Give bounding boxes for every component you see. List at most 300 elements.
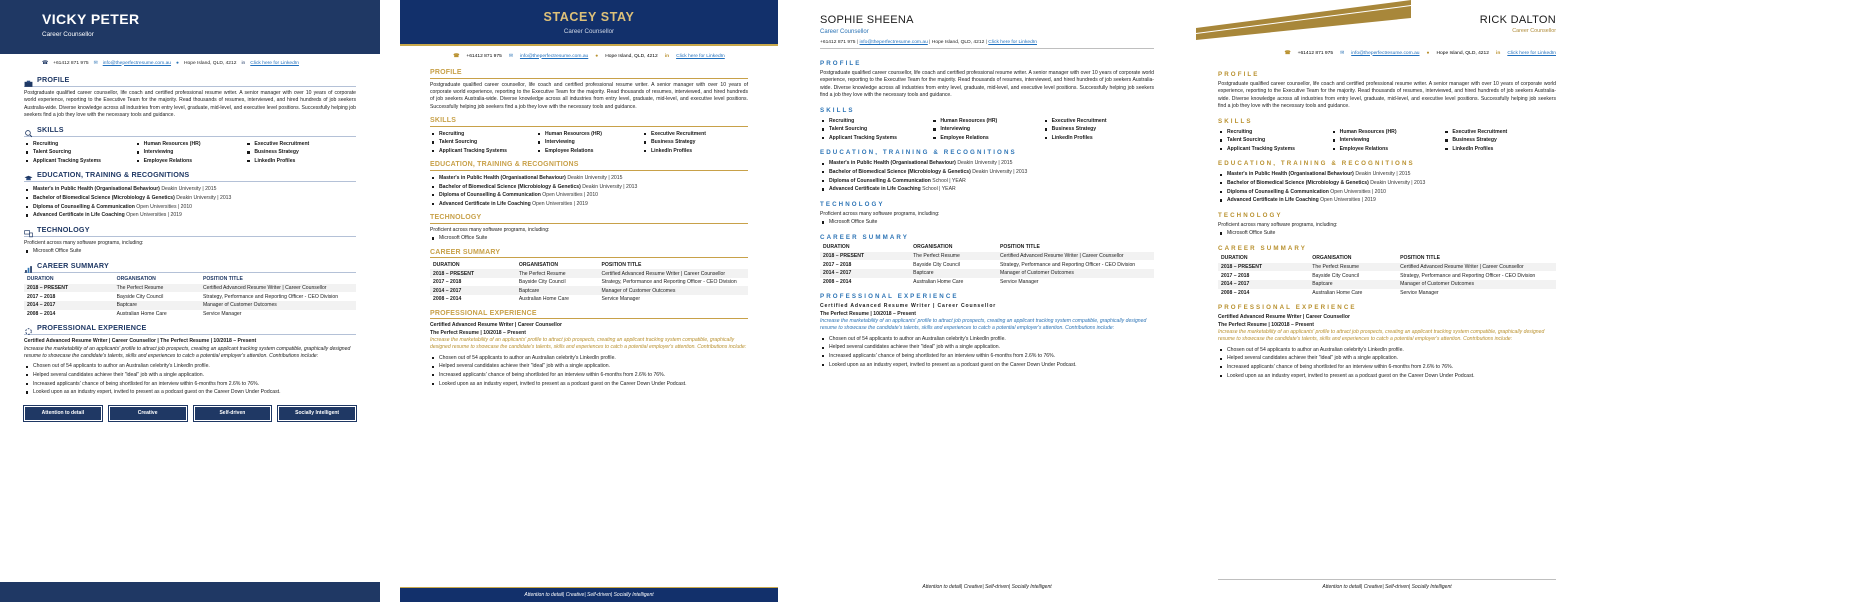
cell-organisation: The Perfect Resume (114, 284, 200, 293)
resume1-section-career-summary (24, 261, 356, 318)
table-row (430, 278, 748, 287)
resume2-job-company: The Perfect Resume | 10/2018 – Present (430, 329, 526, 336)
resume2-career-summary-heading: CAREER SUMMARY (430, 248, 501, 256)
col-organisation: ORGANISATION (116, 276, 156, 283)
divider (430, 223, 748, 224)
table-row (24, 301, 356, 310)
trait-chip: Self-driven (194, 406, 272, 421)
resume4-name: RICK DALTON (1479, 14, 1556, 26)
resume1-job-title: Certified Advanced Resume Writer | Career Counsellor | The Perfect Resume | 10/2018 – Present (24, 338, 257, 345)
resume2-technology-list (430, 234, 748, 243)
list-item: Increased applicants' chance of being shortlisted for an interview within 6-months from 2.6% to 76%. (1218, 363, 1556, 372)
list-item: Business Strategy (642, 138, 748, 147)
cell-organisation: Bayside City Council (1312, 272, 1359, 279)
cell-duration: 2017 – 2018 (1221, 272, 1250, 279)
list-item: LinkedIn Profiles (245, 157, 356, 166)
edu-degree: Bachelor of Biomedical Science (Microbiology & Genetics) (829, 169, 971, 175)
edu-school: Open Universities | 2010 (1330, 188, 1386, 195)
email-icon: ✉ (508, 54, 513, 59)
resume1-role: Career Counsellor (42, 31, 94, 38)
list-item: Recruiting (430, 130, 536, 139)
resume3-name: SOPHIE SHEENA (820, 14, 914, 26)
list-item: Executive Recruitment (1443, 128, 1556, 137)
cell-organisation: The Perfect Resume (1309, 263, 1397, 272)
magnifier-icon (24, 125, 33, 134)
resume4-technology-heading: TECHNOLOGY (1218, 211, 1283, 219)
table-row (430, 295, 748, 304)
resume3-technology-list (820, 218, 1154, 227)
list-item: Looked upon as an industry expert, invited to present as a podcast guest on the Career Down Under Podcast. (24, 388, 356, 397)
cell-position: Strategy, Performance and Reporting Officer - CEO Division (1000, 261, 1136, 268)
list-item: Recruiting (1218, 128, 1331, 137)
divider (430, 318, 748, 319)
resume3-profile-heading: PROFILE (820, 60, 862, 67)
edu-degree: Master's in Public Health (Organisational Behaviour) (439, 174, 566, 181)
edu-degree: Diploma of Counselling & Communication (1227, 188, 1329, 195)
resume4-section-skills (1218, 118, 1556, 154)
list-item: Microsoft Office Suite (24, 247, 356, 256)
resume2-footer-text: Attention to detail| Creative| Self-driven| Socially Intelligent (400, 587, 778, 602)
resume4-job-bullets (1218, 346, 1556, 380)
resume3-career-summary-heading: CAREER SUMMARY (820, 233, 909, 241)
cell-position: Strategy, Performance and Reporting Officer - CEO Division (601, 279, 737, 286)
list-item: Applicant Tracking Systems (820, 134, 931, 143)
list-item: Microsoft Office Suite (820, 218, 1154, 227)
list-item: Employee Relations (1331, 145, 1444, 154)
gallery-gap (778, 0, 798, 602)
resume3-career-summary-table (820, 243, 1154, 286)
resume1-footer-bar (0, 582, 380, 602)
resume3-technology-intro: Proficient across many software programs, including: (820, 210, 940, 217)
resume4-job-title: Certified Advanced Resume Writer | Career Counsellor (1218, 314, 1350, 321)
resume3-job-bullets (820, 335, 1154, 369)
cell-organisation: The Perfect Resume (516, 269, 599, 278)
list-item: Employee Relations (931, 134, 1042, 143)
resume1-profile-heading: PROFILE (37, 75, 70, 84)
list-item: Recruiting (24, 140, 135, 149)
resume-card-vicky-peter[interactable] (0, 0, 380, 602)
resume1-technology-intro: Proficient across many software programs, including: (24, 239, 144, 246)
list-item: LinkedIn Profiles (1443, 145, 1556, 154)
list-item: Executive Recruitment (245, 140, 356, 149)
resume4-technology-intro: Proficient across many software programs, including: (1218, 221, 1338, 228)
resume4-profile-heading: PROFILE (1218, 71, 1260, 78)
list-item: Chosen out of 54 applicants to author an Australian celebrity's LinkedIn profile. (820, 335, 1154, 344)
email-icon: ✉ (93, 61, 98, 66)
list-item: Helped several candidates achieve their "ideal" job with a single application. (820, 343, 1154, 352)
cell-duration: 2018 – PRESENT (24, 284, 114, 293)
resume2-section-education (430, 161, 748, 208)
graduation-cap-icon (24, 170, 33, 179)
resume3-job-company: The Perfect Resume | 10/2018 – Present (820, 310, 916, 317)
cell-position: Service Manager (202, 310, 242, 317)
col-position: POSITION TITLE (202, 276, 243, 283)
resume4-skills-list (1218, 128, 1556, 154)
resume2-footer (400, 587, 778, 602)
resume2-technology-intro: Proficient across many software programs, including: (430, 226, 550, 233)
resume2-experience-heading: PROFESSIONAL EXPERIENCE (430, 309, 537, 317)
resume4-career-summary-table (1218, 254, 1556, 297)
resume1-skills-heading: SKILLS (37, 124, 64, 134)
resume1-traits-row (0, 406, 380, 421)
resume4-education-heading: EDUCATION, TRAINING & RECOGNITIONS (1218, 160, 1415, 168)
cell-organisation: The Perfect Resume (910, 252, 997, 261)
gold-stripes-decoration (1196, 0, 1411, 40)
col-duration: DURATION (823, 244, 850, 251)
list-item: Applicant Tracking Systems (1218, 145, 1331, 154)
divider (24, 136, 356, 137)
list-item: Microsoft Office Suite (430, 234, 748, 243)
list-item: Helped several candidates achieve their "ideal" job with a single application. (430, 362, 748, 371)
resume2-technology-heading: TECHNOLOGY (430, 214, 482, 222)
list-item (430, 200, 748, 209)
cell-position: Service Manager (1000, 278, 1039, 285)
contact-separator: | (985, 40, 987, 45)
resume4-header (1196, 0, 1578, 50)
resume3-section-experience (820, 293, 1154, 369)
col-duration: DURATION (27, 276, 54, 283)
resume3-header (798, 0, 1176, 35)
resume4-role: Career Counsellor (1512, 28, 1556, 34)
edu-school: School | YEAR (932, 177, 966, 184)
resume2-name: STACEY STAY (543, 9, 635, 24)
list-item: Human Resources (HR) (135, 140, 246, 149)
cell-position: Manager of Customer Outcomes (599, 286, 748, 295)
col-duration: DURATION (433, 261, 460, 268)
resume3-profile-text: Postgraduate qualified career counsellor, life coach and certified professional resume writer. A senior manager with over 10 years of corporate world experience, reporting to the Executive Team for the majority. Read thousands of resumes, interviewed, and hired hundreds of job seekers Australia-wide. Diverse knowledge across all industries from entry level, graduate, mid-level, and executive level positions. Successfully helping job seekers find a job they love with the necessary tools and guidance. (820, 70, 1154, 99)
phone-icon: ☎ (42, 61, 49, 66)
list-item: Talent Sourcing (430, 138, 536, 147)
gallery-gap (1176, 0, 1196, 602)
cell-position: Certified Advanced Resume Writer | Career Counsellor (997, 252, 1154, 261)
map-pin-icon: ● (1426, 50, 1430, 56)
cell-duration: 2018 – PRESENT (430, 269, 516, 278)
cell-position: Service Manager (601, 296, 641, 303)
devices-icon (24, 225, 33, 234)
table-row (1218, 271, 1556, 280)
list-item: Executive Recruitment (642, 130, 748, 139)
resume-card-rick-dalton[interactable] (1196, 0, 1578, 602)
edu-degree: Master's in Public Health (Organisational Behaviour) (829, 160, 956, 167)
cell-duration: 2008 – 2014 (27, 310, 56, 317)
list-item: Helped several candidates achieve their "ideal" job with a single application. (24, 371, 356, 380)
divider (24, 86, 356, 87)
cell-organisation: Australian Home Care (913, 278, 964, 285)
resume-card-stacey-stay[interactable] (400, 0, 778, 602)
resume1-section-profile (24, 75, 356, 120)
cell-organisation: Baptcare (114, 301, 200, 310)
list-item: Recruiting (820, 117, 931, 126)
list-item: Interviewing (135, 148, 246, 157)
resume2-education-list (430, 174, 748, 208)
resume2-career-summary-table (430, 260, 748, 303)
resume1-education-list (24, 185, 356, 219)
resume3-section-career-summary (820, 234, 1154, 286)
col-position: POSITION TITLE (1400, 255, 1441, 262)
resume4-phone: +61412 871 975 (1297, 50, 1334, 56)
table-row (820, 260, 1154, 269)
cell-duration: 2018 – PRESENT (820, 252, 910, 261)
resume3-location: Hope Island, QLD, 4212 (931, 40, 985, 45)
cell-organisation: Bayside City Council (116, 293, 164, 300)
resume3-role: Career Counsellor (820, 29, 869, 35)
phone-icon: ☎ (453, 54, 460, 59)
resume4-name-block (1480, 14, 1556, 34)
divider (430, 126, 748, 127)
resume2-section-career-summary (430, 249, 748, 304)
cell-position: Certified Advanced Resume Writer | Career Counsellor (599, 269, 748, 278)
cell-organisation: Australian Home Care (1312, 289, 1363, 296)
resume2-role: Career Counsellor (563, 27, 615, 35)
resume1-section-technology (24, 225, 356, 256)
list-item (1218, 196, 1556, 205)
resume3-contact-bar (798, 35, 1176, 48)
list-item: Applicant Tracking Systems (24, 157, 135, 166)
resume3-phone: +61412 871 975 (820, 40, 856, 45)
list-item (430, 191, 748, 200)
divider (430, 170, 748, 171)
list-item (24, 185, 356, 194)
cell-duration: 2008 – 2014 (433, 296, 462, 303)
edu-school: School | YEAR (922, 186, 956, 193)
list-item: Looked upon as an industry expert, invited to present as a podcast guest on the Career Down Under Podcast. (430, 380, 748, 389)
map-pin-icon: ● (595, 53, 599, 59)
resume3-section-technology (820, 201, 1154, 227)
table-row (24, 292, 356, 301)
list-item (820, 159, 1154, 168)
edu-degree: Advanced Certificate in Life Coaching (829, 186, 921, 193)
list-item: Business Strategy (1443, 136, 1556, 145)
resume2-job-bullets (430, 354, 748, 388)
resume3-email[interactable]: info@theperfectresume.com.au (859, 40, 928, 45)
edu-school: Deakin University | 2015 (567, 174, 623, 181)
list-item (24, 211, 356, 220)
resume1-job-summary: Increase the marketability of an applicants' profile to attract job prospects, creating an applicant tracking system compatible, graphically designed resume to showcase the candidate's talents, skills and experiences to catch a potential employer's attention. Contributions include: (24, 345, 351, 359)
resume3-education-list (820, 159, 1154, 193)
resume4-linkedin[interactable]: Click here for LinkedIn (1507, 50, 1556, 56)
table-row (820, 252, 1154, 261)
list-item: Microsoft Office Suite (1218, 229, 1556, 238)
resume4-section-technology (1218, 212, 1556, 238)
resume4-profile-text: Postgraduate qualified career counsellor, life coach and certified professional resume writer. A senior manager with over 10 years of corporate world experience, reporting to the Executive Team for the majority. Read thousands of resumes, interviewed, and hired hundreds of job seekers Australia-wide. Diverse knowledge across all industries from entry level, graduate, mid-level, and executive level positions. Successfully helping job seekers find a job they love with the necessary tools and guidance. (1218, 81, 1556, 110)
resume3-technology-heading: TECHNOLOGY (820, 200, 885, 208)
divider (1218, 579, 1556, 580)
briefcase-icon (24, 75, 33, 84)
cell-duration: 2018 – PRESENT (1218, 263, 1309, 272)
divider (430, 78, 748, 79)
cell-organisation: Bayside City Council (913, 261, 960, 268)
list-item: Interviewing (1331, 136, 1444, 145)
resume1-career-summary-heading: CAREER SUMMARY (37, 260, 110, 270)
cell-duration: 2008 – 2014 (1221, 289, 1250, 296)
list-item (24, 194, 356, 203)
resume1-header (0, 0, 380, 54)
resume2-section-technology (430, 214, 748, 243)
edu-degree: Bachelor of Biomedical Science (Microbiology & Genetics) (1227, 180, 1369, 186)
resume1-name: VICKY PETER (42, 11, 140, 27)
table-header-row (24, 275, 356, 284)
edu-degree: Advanced Certificate in Life Coaching (439, 200, 531, 207)
divider (24, 236, 356, 237)
list-item (24, 203, 356, 212)
edu-degree: Advanced Certificate in Life Coaching (1227, 197, 1319, 204)
gallery-gap (380, 0, 400, 602)
edu-school: Deakin University | 2015 (161, 186, 217, 193)
resume2-linkedin[interactable]: Click here for LinkedIn (676, 53, 725, 59)
resume1-section-education (24, 170, 356, 219)
trait-chip: Creative (109, 406, 187, 421)
resume4-job-company: The Perfect Resume | 10/2018 – Present (1218, 321, 1314, 328)
list-item (430, 183, 748, 192)
resume2-job-summary: Increase the marketability of an applicants' profile to attract job prospects, creating an applicant tracking system compatible, graphically designed resume to showcase the candidate's talents, skills and experiences to catch a potential employer's attention. Contributions include: (430, 336, 747, 351)
resume2-skills-heading: SKILLS (430, 117, 457, 125)
list-item: Interviewing (931, 125, 1042, 134)
resume1-job-bullets (24, 362, 356, 396)
table-row (24, 284, 356, 293)
list-item: LinkedIn Profiles (642, 147, 748, 156)
resume3-footer-text: Attention to detail| Creative| Self-driven| Socially Intelligent (922, 584, 1052, 590)
divider (24, 181, 356, 182)
resume4-section-experience (1218, 304, 1556, 380)
resume3-job-title: Certified Advanced Resume Writer | Career Counsellor (820, 303, 997, 310)
resume4-section-profile (1218, 71, 1556, 111)
spinner-icon (24, 323, 33, 332)
resume3-section-skills (820, 107, 1154, 143)
resume4-footer (1218, 579, 1556, 590)
list-item (1218, 179, 1556, 188)
resume1-email[interactable]: info@theperfectresume.com.au (102, 60, 172, 66)
list-item: Business Strategy (1043, 125, 1154, 134)
edu-school: Deakin University | 2013 (972, 169, 1028, 175)
resume4-experience-heading: PROFESSIONAL EXPERIENCE (1218, 304, 1357, 312)
table-row (1218, 280, 1556, 289)
resume3-linkedin[interactable]: Click here for LinkedIn (988, 40, 1037, 45)
list-item: Employee Relations (135, 157, 246, 166)
cell-position: Certified Advanced Resume Writer | Career Counsellor (1397, 263, 1556, 272)
resume3-footer (820, 584, 1154, 590)
edu-degree: Diploma of Counselling & Communication (439, 192, 541, 199)
bar-chart-icon (24, 261, 33, 270)
list-item: Human Resources (HR) (1331, 128, 1444, 137)
cell-duration: 2017 – 2018 (27, 293, 56, 300)
list-item (820, 168, 1154, 177)
cell-duration: 2017 – 2018 (433, 279, 462, 286)
resume1-section-experience (24, 323, 356, 397)
cell-position: Manager of Customer Outcomes (200, 301, 356, 310)
resume3-education-heading: EDUCATION, TRAINING & RECOGNITIONS (820, 149, 1017, 157)
trait-chip: Socially Intelligent (278, 406, 356, 421)
cell-position: Strategy, Performance and Reporting Officer - CEO Division (202, 293, 339, 300)
edu-school: Deakin University | 2015 (957, 160, 1013, 167)
resume4-technology-list (1218, 229, 1556, 238)
resume1-section-skills (24, 125, 356, 166)
col-organisation: ORGANISATION (913, 244, 953, 251)
list-item: Increased applicants' chance of being shortlisted for an interview within 6-months from 2.6% to 76%. (430, 371, 748, 380)
list-item: Interviewing (536, 138, 642, 147)
edu-school: Open Universities | 2019 (1320, 197, 1376, 204)
edu-school: Deakin University | 2013 (1370, 180, 1426, 186)
list-item: Helped several candidates achieve their "ideal" job with a single application. (1218, 354, 1556, 363)
resume2-header (400, 0, 778, 46)
edu-degree: Master's in Public Health (Organisational Behaviour) (1227, 171, 1354, 178)
col-position: POSITION TITLE (1000, 244, 1040, 251)
resume3-section-profile (820, 60, 1154, 100)
phone-icon: ☎ (1284, 51, 1291, 56)
resume2-section-experience (430, 310, 748, 389)
edu-school: Deakin University | 2013 (582, 183, 638, 190)
resume2-profile-text: Postgraduate qualified career counsellor, life coach and certified professional resume writer. A senior manager with over 10 years of corporate world experience, reporting to the Executive Team for the majority. Read thousands of resumes, interviewed, and hired hundreds of job seekers Australia-wide. Diverse knowledge across all industries from entry level, graduate, mid-level, and executive level positions. Successfully helping job seekers find a job they love with the necessary tools and guidance. (430, 81, 748, 110)
resume3-skills-heading: SKILLS (820, 106, 855, 114)
col-position: POSITION TITLE (601, 261, 642, 268)
contact-separator: | (929, 40, 931, 45)
resume-card-sophie-sheena[interactable] (798, 0, 1176, 602)
list-item (1218, 188, 1556, 197)
table-row (820, 278, 1154, 287)
list-item: Looked upon as an industry expert, invited to present as a podcast guest on the Career Down Under Podcast. (820, 361, 1154, 370)
resume4-footer-text: Attention to detail| Creative| Self-driven| Socially Intelligent (1322, 584, 1452, 590)
list-item: Business Strategy (245, 148, 356, 157)
resume1-profile-text: Postgraduate qualified career counsellor, life coach and certified professional resume writer. A senior manager with over 10 years of corporate world experience, reporting to the Executive Team for the majority. Read thousands of resumes, interviewed, and hired hundreds of job seekers Australia-wide. Diverse knowledge across all industries from entry level, graduate, mid-level, and executive level positions. Successfully helping job seekers find a job they love with the necessary tools and guidance. (24, 90, 356, 119)
resume3-job-summary: Increase the marketability of an applicants' profile to attract job prospects, creating an applicant tracking system compatible, graphically designed resume to showcase the candidate's talents, skills and experiences to catch a potential employer's attention. Contributions include: (820, 317, 1147, 332)
list-item: Human Resources (HR) (536, 130, 642, 139)
list-item (430, 174, 748, 183)
resume3-skills-list (820, 117, 1154, 143)
edu-school: Open Universities | 2019 (126, 212, 182, 219)
cell-duration: 2008 – 2014 (823, 278, 852, 285)
resume1-linkedin[interactable]: Click here for LinkedIn (250, 60, 299, 66)
resume2-job-title: Certified Advanced Resume Writer | Career Counsellor (430, 322, 562, 329)
list-item: Increased applicants' chance of being shortlisted for an interview within 6-months from 2.6% to 76%. (820, 352, 1154, 361)
divider (24, 334, 356, 335)
list-item: Human Resources (HR) (931, 117, 1042, 126)
resume2-email[interactable]: info@theperfectresume.com.au (519, 53, 589, 59)
resume4-contact-bar (1196, 50, 1578, 60)
list-item: Talent Sourcing (820, 125, 931, 134)
resume4-email[interactable]: info@theperfectresume.com.au (1351, 50, 1420, 56)
edu-degree: Advanced Certificate in Life Coaching (33, 212, 125, 219)
resume4-section-education (1218, 160, 1556, 204)
contact-separator: | (856, 40, 859, 45)
table-header-row (1218, 254, 1556, 263)
cell-position: Certified Advanced Resume Writer | Career Counsellor (200, 284, 356, 293)
cell-duration: 2014 – 2017 (24, 301, 114, 310)
resume1-education-heading: EDUCATION, TRAINING & RECOGNITIONS (37, 170, 190, 180)
resume2-education-heading: EDUCATION, TRAINING & RECOGNITIONS (430, 161, 579, 169)
table-header-row (430, 260, 748, 269)
list-item: LinkedIn Profiles (1043, 134, 1154, 143)
edu-degree: Master's in Public Health (Organisational Behaviour) (33, 186, 160, 193)
email-icon: ✉ (1340, 51, 1345, 56)
cell-organisation: Baptcare (1309, 280, 1397, 289)
cell-organisation: Australian Home Care (518, 296, 569, 303)
edu-degree: Bachelor of Biomedical Science (Microbiology & Genetics) (439, 183, 581, 190)
resume2-section-profile (430, 69, 748, 111)
resume4-education-list (1218, 170, 1556, 204)
list-item: Chosen out of 54 applicants to author an Australian celebrity's LinkedIn profile. (430, 354, 748, 363)
edu-degree: Diploma of Counselling & Communication (33, 203, 135, 210)
cell-duration: 2014 – 2017 (820, 269, 910, 278)
resume4-skills-heading: SKILLS (1218, 117, 1253, 125)
cell-organisation: Baptcare (516, 286, 599, 295)
cell-organisation: Baptcare (910, 269, 997, 278)
resume1-experience-heading: PROFESSIONAL EXPERIENCE (37, 323, 147, 333)
list-item (1218, 170, 1556, 179)
edu-school: Open Universities | 2010 (542, 192, 598, 199)
cell-position: Strategy, Performance and Reporting Officer - CEO Division (1400, 272, 1536, 279)
list-item (820, 185, 1154, 194)
cell-duration: 2014 – 2017 (1218, 280, 1309, 289)
list-item: Chosen out of 54 applicants to author an Australian celebrity's LinkedIn profile. (1218, 346, 1556, 355)
